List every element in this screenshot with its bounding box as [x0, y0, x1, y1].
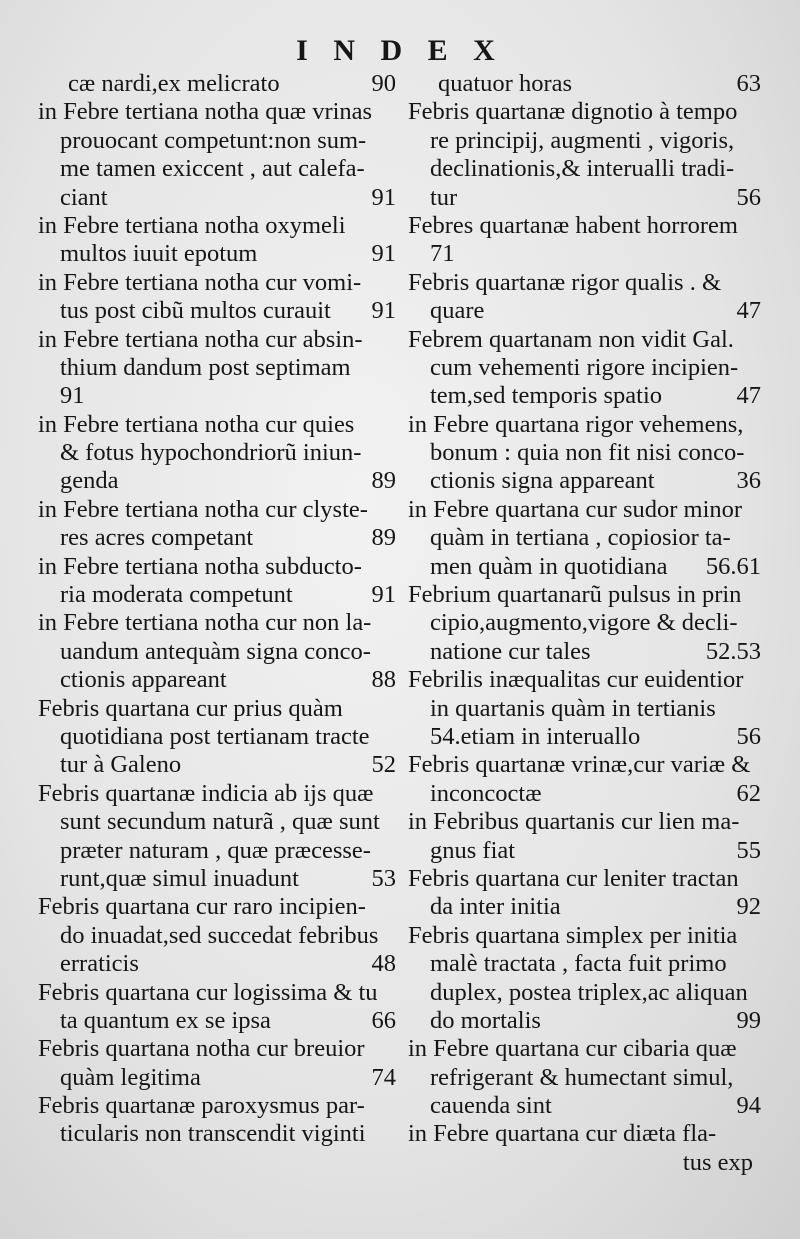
- entry-text: Febris quartana cur prius quàm: [38, 694, 343, 722]
- entry-text: ciant: [60, 183, 108, 211]
- page-number: 53: [371, 864, 396, 892]
- index-entry: [38, 979, 398, 1036]
- index-entry: [38, 695, 398, 780]
- entry-text: ctionis signa appareant: [430, 467, 655, 495]
- entry-text: prouocant competunt:non sum-: [60, 126, 367, 154]
- index-column-left: [38, 70, 398, 1149]
- entry-text: Febris quartanæ indicia ab ijs quæ: [38, 779, 374, 807]
- entry-text: Febris quartanæ dignotio à tempo: [408, 98, 738, 126]
- page-number: 56: [736, 183, 761, 211]
- entry-text: cipio,augmento,vigore & decli-: [430, 609, 738, 637]
- page-number: 66: [371, 1006, 396, 1034]
- entry-text: præter naturam , quæ præcesse-: [60, 836, 371, 864]
- entry-text: re principij, augmenti , vigoris,: [430, 126, 735, 154]
- entry-text: in Febre quartana rigor vehemens,: [408, 410, 744, 438]
- entry-text: in Febre tertiana notha oxymeli: [38, 211, 346, 239]
- index-entry: [38, 893, 398, 978]
- index-entry: [408, 70, 763, 98]
- index-entry: [38, 609, 398, 694]
- entry-text: inconcoctæ: [430, 779, 542, 807]
- page-number: 91: [371, 183, 396, 211]
- page-number: 89: [371, 467, 396, 495]
- entry-text: in Febre tertiana notha subducto-: [38, 552, 362, 580]
- entry-text: Febres quartanæ habent horrorem: [408, 211, 738, 239]
- entry-text: 54.etiam in interuallo: [430, 722, 641, 750]
- entry-text: Febris quartana notha cur breuior: [38, 1035, 365, 1063]
- index-column-right: [408, 70, 763, 1177]
- index-entry: [38, 553, 398, 610]
- page-number: 94: [736, 1092, 761, 1120]
- entry-text: ria moderata competunt: [60, 581, 293, 609]
- index-entry: [38, 1092, 398, 1149]
- entry-text: cæ nardi,ex melicrato: [68, 70, 280, 97]
- entry-text: quàm in tertiana , copiosior ta-: [430, 524, 731, 552]
- page-number: 52: [371, 751, 396, 779]
- index-entry: [408, 581, 763, 666]
- index-entry: [408, 1120, 763, 1148]
- entry-text: in Febre quartana cur diæta fla-: [408, 1120, 717, 1148]
- entry-text: in quartanis quàm in tertianis: [430, 694, 716, 722]
- entry-text: tus post cibũ multos curauit: [60, 297, 331, 325]
- page-number: 91: [371, 240, 396, 268]
- index-entry: [408, 326, 763, 411]
- page-number: 47: [736, 297, 761, 325]
- entry-text: in Febre tertiana notha cur clyste-: [38, 495, 368, 523]
- index-entry: [408, 751, 763, 808]
- index-entry: [408, 98, 763, 212]
- page-number: 91: [371, 581, 396, 609]
- entry-text: quare: [430, 297, 485, 325]
- entry-text: do inuadat,sed succedat febribus: [60, 921, 379, 949]
- entry-text: me tamen exiccent , aut calefa-: [60, 155, 365, 183]
- index-entry: [38, 326, 398, 411]
- entry-text: in Febre quartana cur cibaria quæ: [408, 1035, 737, 1063]
- page-number: 90: [371, 70, 396, 97]
- entry-text: refrigerant & humectant simul,: [430, 1063, 734, 1091]
- entry-text: sunt secundum naturã , quæ sunt: [60, 808, 380, 836]
- entry-text: ctionis appareant: [60, 666, 227, 694]
- entry-text: in Febre quartana cur sudor minor: [408, 495, 743, 523]
- entry-text: ticularis non transcendit viginti: [60, 1120, 366, 1148]
- entry-text: Febris quartanæ vrinæ,cur variæ &: [408, 751, 751, 779]
- entry-text: in Febre tertiana notha cur vomi-: [38, 268, 362, 296]
- index-entry: [38, 1035, 398, 1092]
- index-entry: [408, 1035, 763, 1120]
- index-entry: [408, 666, 763, 751]
- index-entry: [408, 1149, 763, 1177]
- page-number: 36: [736, 467, 761, 495]
- entry-text: in Febre tertiana notha cur absin-: [38, 325, 363, 353]
- page-number: 88: [371, 666, 396, 694]
- page-number: 48: [371, 950, 396, 978]
- entry-text: duplex, postea triplex,ac aliquan: [430, 978, 748, 1006]
- page-number: 91: [371, 297, 396, 325]
- entry-text: res acres competant: [60, 524, 254, 552]
- entry-text: quatuor horas: [438, 70, 573, 97]
- index-entry: [38, 780, 398, 894]
- index-entry: [408, 411, 763, 496]
- index-entry: [38, 269, 398, 326]
- page-number: 91: [60, 382, 85, 410]
- entry-text: in Febre tertiana notha cur quies: [38, 410, 355, 438]
- entry-text: Febrem quartanam non vidit Gal.: [408, 325, 734, 353]
- index-entry: [408, 865, 763, 922]
- entry-text: declinationis,& interualli tradi-: [430, 155, 735, 183]
- entry-text: runt,quæ simul inuadunt: [60, 864, 299, 892]
- entry-text: thium dandum post septimam: [60, 353, 351, 381]
- entry-text: malè tractata , facta fuit primo: [430, 950, 727, 978]
- entry-text: multos iuuit epotum: [60, 240, 258, 268]
- page-number: 89: [371, 524, 396, 552]
- index-entry: [38, 212, 398, 269]
- entry-text: quàm legitima: [60, 1063, 201, 1091]
- index-entry: [38, 98, 398, 212]
- page-number: 56: [736, 722, 761, 750]
- entry-text: da inter initia: [430, 893, 561, 921]
- index-entry: [408, 269, 763, 326]
- entry-text: tem,sed temporis spatio: [430, 382, 663, 410]
- index-entry: [38, 496, 398, 553]
- page-number: 56.61: [705, 552, 761, 580]
- entry-text: Febris quartanæ paroxysmus par-: [38, 1092, 365, 1120]
- entry-text: Febris quartana cur leniter tractan: [408, 864, 739, 892]
- entry-text: men quàm in quotidiana: [430, 552, 668, 580]
- entry-text: ta quantum ex se ipsa: [60, 1006, 271, 1034]
- entry-text: gnus fiat: [430, 836, 516, 864]
- page-number: 99: [736, 1006, 761, 1034]
- entry-text: Febris quartana cur raro incipien-: [38, 893, 366, 921]
- entry-text: quotidiana post tertianam tracte: [60, 722, 370, 750]
- page-number: 74: [371, 1063, 396, 1091]
- index-entry: [38, 70, 398, 98]
- entry-text: natione cur tales: [430, 637, 591, 665]
- entry-text: Febris quartana simplex per initia: [408, 921, 738, 949]
- index-entry: [408, 922, 763, 1036]
- index-entry: [408, 212, 763, 269]
- entry-text: tus exp: [682, 1148, 753, 1176]
- page-number: 47: [736, 382, 761, 410]
- entry-text: in Febre tertiana notha quæ vrinas: [38, 98, 373, 126]
- entry-text: Febrium quartanarũ pulsus in prin: [408, 581, 742, 609]
- entry-text: erraticis: [60, 950, 139, 978]
- index-entry: [408, 808, 763, 865]
- entry-text: tur à Galeno: [60, 751, 182, 779]
- page-number: 92: [736, 893, 761, 921]
- entry-text: genda: [60, 467, 119, 495]
- entry-text: bonum : quia non fit nisi conco-: [430, 439, 745, 467]
- entry-text: tur: [430, 183, 458, 211]
- index-entry: [408, 496, 763, 581]
- entry-text: Febrilis inæqualitas cur euidentior: [408, 666, 744, 694]
- entry-text: in Febribus quartanis cur lien ma-: [408, 808, 740, 836]
- entry-text: in Febre tertiana notha cur non la-: [38, 609, 372, 637]
- entry-text: Febris quartana cur logissima & tu: [38, 978, 378, 1006]
- page-number: 52.53: [705, 637, 761, 665]
- page-number: 63: [736, 70, 761, 97]
- entry-text: cum vehementi rigore incipien-: [430, 353, 739, 381]
- entry-text: uandum antequàm signa conco-: [60, 637, 371, 665]
- index-entry: [38, 411, 398, 496]
- page-header: I N D E X: [296, 34, 504, 67]
- entry-text: & fotus hypochondriorũ iniun-: [60, 439, 362, 467]
- entry-text: 71: [430, 240, 455, 268]
- page-number: 62: [736, 779, 761, 807]
- entry-text: Febris quartanæ rigor qualis . &: [408, 268, 722, 296]
- entry-text: do mortalis: [430, 1006, 541, 1034]
- page-number: 55: [736, 836, 761, 864]
- entry-text: cauenda sint: [430, 1092, 552, 1120]
